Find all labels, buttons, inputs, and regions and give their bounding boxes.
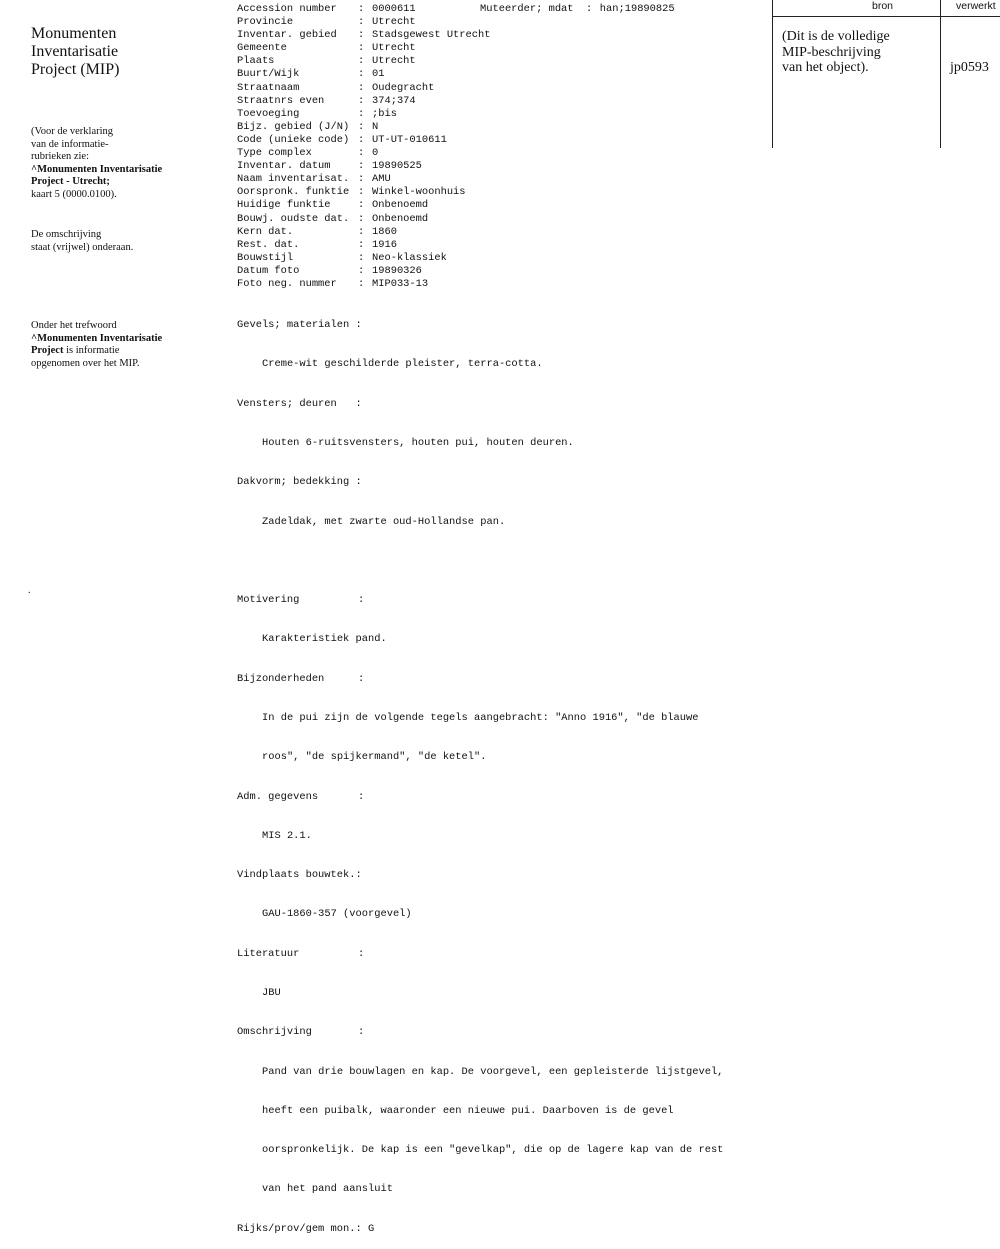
field-label: Bouwstijl [237, 251, 294, 264]
field-row [237, 252, 490, 265]
note-line: opgenomen over het MIP. [31, 357, 140, 369]
field-row [237, 278, 490, 291]
field-colon: : [358, 1026, 365, 1039]
field-row [237, 226, 490, 239]
spacer [237, 555, 723, 568]
rijks-value: G [367, 1222, 375, 1235]
field-row [237, 16, 490, 29]
panel-header-rule [772, 16, 1000, 17]
mutator-label: Muteerder; mdat [480, 3, 574, 15]
field-row [237, 3, 490, 16]
field-colon: : [358, 186, 365, 199]
field-row [237, 55, 490, 68]
field-colon: : [358, 94, 365, 107]
bron-line: (Dit is de volledige [782, 29, 890, 44]
gevels-label: Gevels; materialen : [237, 319, 362, 332]
field-value: UT-UT-010611 [372, 133, 447, 146]
field-colon: : [358, 55, 365, 68]
motivering-row [237, 594, 723, 607]
bijzonderheden-label: Bijzonderheden [237, 672, 325, 685]
field-label: Accession number [237, 3, 337, 15]
mutator-value: han;19890825 [599, 3, 675, 15]
field-colon: : [358, 16, 365, 29]
field-label: Inventar. gebied [237, 29, 337, 42]
source-panel [772, 0, 1000, 150]
field-value: Utrecht [372, 55, 416, 68]
field-colon: : [358, 212, 365, 225]
field-row [237, 173, 490, 186]
rijks-row [237, 1223, 723, 1236]
field-label: Code (unieke code) [237, 133, 350, 146]
field-value: 01 [372, 68, 385, 81]
field-row [237, 239, 490, 252]
note-line: kaart 5 (0000.0100). [31, 188, 117, 200]
rijks-label: Rijks/prov/gem mon.: [237, 1222, 362, 1235]
mutator-field [480, 3, 675, 16]
panel-divider [940, 0, 941, 148]
field-label: Bijz. gebied (J/N) [237, 120, 350, 133]
field-colon: : [358, 29, 365, 42]
field-value: AMU [372, 173, 391, 186]
mip-title-line: Inventarisatie [31, 43, 119, 60]
literatuur-text: JBU [262, 986, 281, 999]
field-label: Rest. dat. [237, 238, 300, 251]
field-label: Inventar. datum [237, 160, 331, 173]
field-row [237, 29, 490, 42]
field-colon: : [358, 160, 365, 173]
field-value: Onbenoemd [372, 199, 429, 212]
bron-line: MIP-beschrijving [782, 44, 881, 60]
bijzonderheden-line: In de pui zijn de volgende tegels aangebracht: "Anno 1916", "de blauwe [262, 712, 699, 724]
field-colon: : [358, 277, 365, 290]
field-label: Kern dat. [237, 225, 294, 238]
field-value: 19890525 [372, 160, 422, 173]
field-value: Oudegracht [372, 81, 435, 94]
bijzonderheden-row [237, 673, 723, 686]
field-value: 1916 [372, 238, 397, 251]
field-colon: : [358, 107, 365, 120]
note-line: van de informatie- [31, 138, 109, 150]
field-row [237, 147, 490, 160]
mip-title-line: Monumenten [31, 25, 117, 42]
panel-divider [772, 0, 773, 148]
gevels-text: Creme-wit geschilderde pleister, terra-cotta. [262, 358, 543, 371]
field-row [237, 68, 490, 81]
mip-title-line: Project (MIP) [31, 61, 120, 78]
adm-text: MIS 2.1. [262, 829, 312, 842]
note-line-bold: ^Monumenten Inventarisatie [31, 332, 163, 344]
field-colon: : [358, 68, 365, 81]
field-row [237, 121, 490, 134]
literatuur-row [237, 948, 723, 961]
mutator-colon: : [573, 3, 593, 15]
omschrijving-line: heeft een puibalk, waaronder een nieuwe pui. Daarboven is de gevel [262, 1104, 674, 1117]
bron-line: van het object). [782, 60, 869, 75]
field-colon: : [358, 594, 365, 607]
field-colon: : [358, 81, 365, 94]
field-colon: : [358, 199, 365, 212]
adm-row [237, 791, 723, 804]
dakvorm-label: Dakvorm; bedekking : [237, 476, 362, 489]
field-label: Provincie [237, 16, 294, 29]
note-line-bold: ^Monumenten Inventarisatie [31, 163, 163, 175]
field-colon: : [358, 3, 365, 15]
field-value: Onbenoemd [372, 212, 429, 225]
field-row [237, 199, 490, 212]
field-label: Gemeente [237, 42, 287, 55]
omschrijving-line: oorspronkelijk. De kap is een "gevelkap", die op de lagere kap van de rest [262, 1144, 724, 1157]
field-label: Naam inventarisat. [237, 173, 350, 186]
bijzonderheden-line: roos", "de spijkermand", "de ketel". [262, 751, 487, 764]
omschrijving-label: Omschrijving [237, 1026, 312, 1039]
vensters-label: Vensters; deuren : [237, 397, 362, 410]
field-value: Winkel-woonhuis [372, 186, 466, 199]
field-row [237, 108, 490, 121]
stray-dot: . [28, 585, 31, 596]
field-label: Buurt/Wijk [237, 68, 300, 81]
field-colon: : [358, 238, 365, 251]
field-value: 0 [372, 147, 379, 160]
motivering-label: Motivering [237, 594, 300, 607]
field-label: Datum foto [237, 264, 300, 277]
note-line: (Voor de verklaring [31, 126, 114, 137]
vindplaats-text: GAU-1860-357 (voorgevel) [262, 908, 412, 921]
record-description [237, 293, 723, 1249]
adm-label: Adm. gegevens [237, 790, 319, 803]
field-value: Utrecht [372, 16, 416, 29]
verwerkt-value: jp0593 [950, 60, 989, 75]
header-bron: bron [872, 0, 894, 12]
field-label: Foto neg. nummer [237, 277, 337, 290]
field-label: Type complex [237, 147, 312, 160]
note-line-bold: Project - Utrecht; [31, 176, 110, 187]
field-value: ;bis [372, 107, 397, 120]
field-colon: : [358, 264, 365, 277]
field-label: Straatnrs even [237, 94, 325, 107]
field-colon: : [358, 147, 365, 160]
field-label: Huidige funktie [237, 199, 331, 212]
motivering-text: Karakteristiek pand. [262, 633, 387, 646]
note-line-mixed [31, 345, 206, 358]
note-line: De omschrijving [31, 229, 102, 240]
reference-note [31, 126, 206, 201]
field-value: 374;374 [372, 94, 416, 107]
field-colon: : [358, 133, 365, 146]
field-row [237, 160, 490, 173]
field-row [237, 213, 490, 226]
field-label: Straatnaam [237, 81, 300, 94]
field-label: Toevoeging [237, 107, 300, 120]
field-value: MIP033-13 [372, 277, 429, 290]
bron-text [782, 29, 890, 76]
field-row [237, 82, 490, 95]
field-row [237, 186, 490, 199]
field-value: 1860 [372, 225, 397, 238]
keyword-note [31, 320, 206, 370]
field-label: Bouwj. oudste dat. [237, 212, 350, 225]
field-row [237, 265, 490, 278]
field-colon: : [358, 225, 365, 238]
field-label: Oorspronk. funktie [237, 186, 350, 199]
omschrijving-row [237, 1026, 723, 1039]
header-verwerkt: verwerkt [956, 0, 996, 12]
field-value: Stadsgewest Utrecht [372, 29, 491, 42]
field-colon: : [358, 790, 365, 803]
note-line: Onder het trefwoord [31, 320, 117, 331]
field-colon: : [358, 42, 365, 55]
description-location-note [31, 229, 206, 254]
dakvorm-text: Zadeldak, met zwarte oud-Hollandse pan. [262, 515, 506, 528]
field-value: 19890326 [372, 264, 422, 277]
note-line: rubrieken zie: [31, 151, 90, 162]
field-colon: : [358, 251, 365, 264]
vindplaats-label: Vindplaats bouwtek.: [237, 869, 362, 882]
field-colon: : [358, 120, 365, 133]
vensters-text: Houten 6-ruitsvensters, houten pui, houten deuren. [262, 437, 574, 450]
mip-title [31, 25, 201, 79]
note-line: staat (vrijwel) onderaan. [31, 241, 134, 253]
record-fields [237, 3, 490, 291]
field-label: Plaats [237, 55, 275, 68]
omschrijving-line: Pand van drie bouwlagen en kap. De voorgevel, een gepleisterde lijstgevel, [262, 1065, 724, 1078]
field-colon: : [358, 672, 365, 685]
field-colon: : [358, 173, 365, 186]
field-value: 0000611 [372, 3, 416, 15]
field-row [237, 134, 490, 147]
field-value: N [372, 120, 379, 133]
field-row [237, 95, 490, 108]
field-row [237, 42, 490, 55]
field-value: Neo-klassiek [372, 251, 447, 264]
literatuur-label: Literatuur [237, 947, 300, 960]
note-plain-tail: is informatie [63, 345, 120, 356]
omschrijving-line: van het pand aansluit [262, 1183, 393, 1196]
field-colon: : [358, 947, 365, 960]
note-bold-word: Project [31, 345, 64, 356]
field-value: Utrecht [372, 42, 416, 55]
